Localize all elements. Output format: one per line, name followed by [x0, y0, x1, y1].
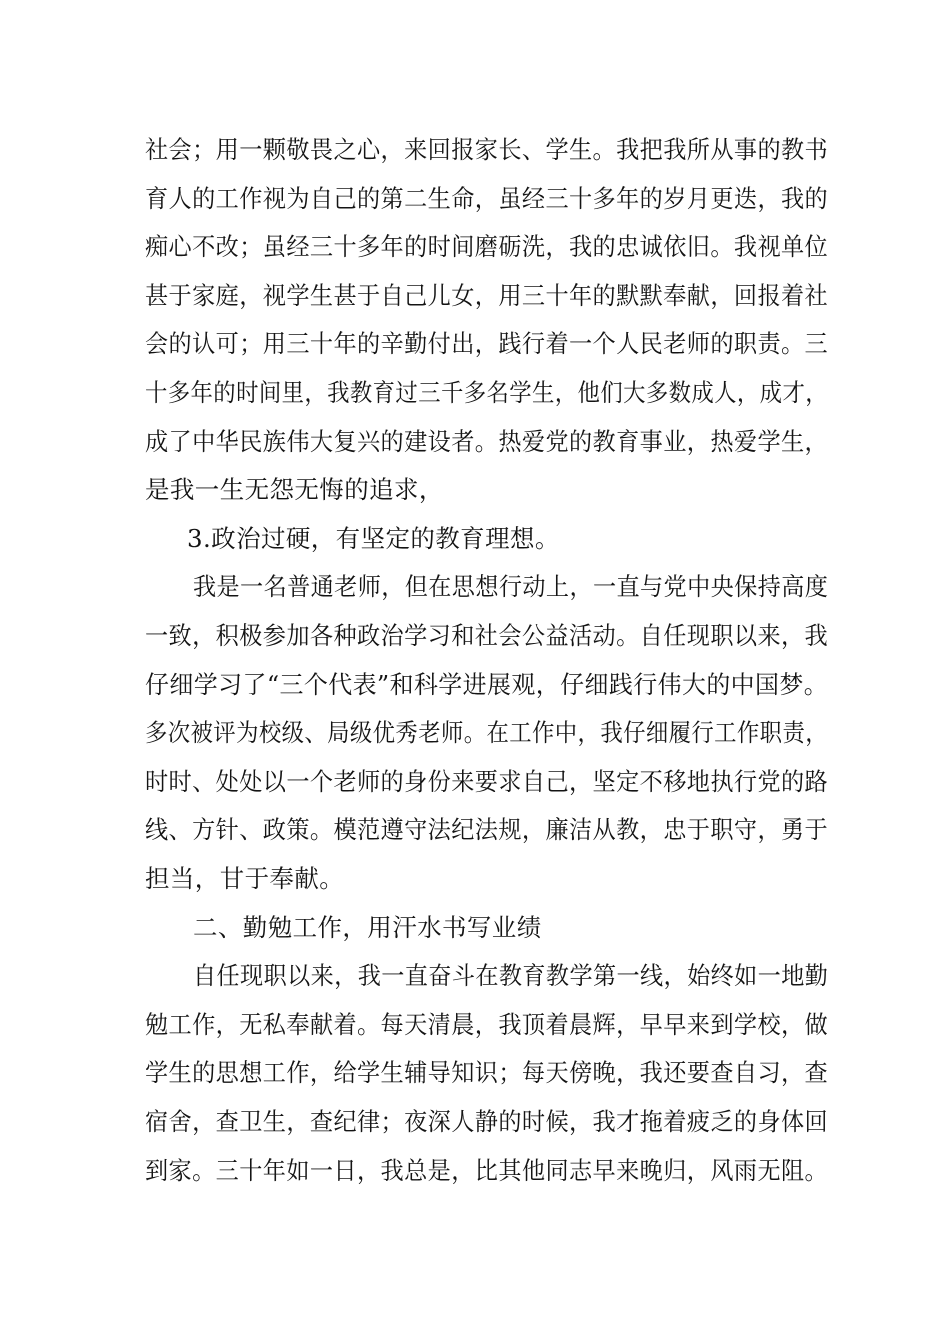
paragraph-line: 成了中华民族伟大复兴的建设者。热爱党的教育事业，热爱学生， — [145, 427, 829, 456]
section-heading: 3.政治过硬，有坚定的教育理想。 — [187, 524, 560, 553]
paragraph-line: 到家。三十年如一日，我总是，比其他同志早来晚归，风雨无阻。 — [145, 1156, 829, 1185]
paragraph-line: 会的认可；用三十年的辛勤付出，践行着一个人民老师的职责。三 — [145, 329, 829, 358]
paragraph-line: 痴心不改；虽经三十多年的时间磨砺洗，我的忠诚依旧。我视单位 — [145, 232, 829, 261]
paragraph-line: 一致，积极参加各种政治学习和社会公益活动。自任现职以来，我 — [145, 621, 829, 650]
paragraph-line: 仔细学习了“三个代表”和科学进展观，仔细践行伟大的中国梦。 — [145, 670, 829, 699]
paragraph-line: 我是一名普通老师，但在思想行动上，一直与党中央保持高度 — [193, 572, 829, 601]
section-heading: 二、勤勉工作，用汗水书写业绩 — [193, 913, 542, 942]
paragraph-line: 甚于家庭，视学生甚于自己儿女，用三十年的默默奉献，回报着社 — [145, 281, 829, 310]
paragraph-line: 是我一生无怨无悔的追求， — [145, 475, 444, 504]
paragraph-line: 担当，甘于奉献。 — [145, 864, 345, 893]
paragraph-line: 宿舍，查卫生，查纪律；夜深人静的时候，我才拖着疲乏的身体回 — [145, 1107, 829, 1136]
paragraph-line: 多次被评为校级、局级优秀老师。在工作中，我仔细履行工作职责， — [145, 718, 828, 747]
paragraph-line: 线、方针、政策。模范遵守法纪法规，廉洁从教，忠于职守，勇于 — [145, 815, 829, 844]
paragraph-line: 十多年的时间里，我教育过三千多名学生，他们大多数成人，成才， — [145, 378, 828, 407]
paragraph-line: 学生的思想工作，给学生辅导知识；每天傍晚，我还要查自习，查 — [145, 1058, 829, 1087]
paragraph-line: 勉工作，无私奉献着。每天清晨，我顶着晨辉，早早来到学校，做 — [145, 1010, 829, 1039]
paragraph-line: 时时、处处以一个老师的身份来要求自己，坚定不移地执行党的路 — [145, 767, 829, 796]
paragraph-line: 社会；用一颗敬畏之心，来回报家长、学生。我把我所从事的教书 — [145, 135, 829, 164]
paragraph-line: 育人的工作视为自己的第二生命，虽经三十多年的岁月更迭，我的 — [145, 184, 829, 213]
paragraph-line: 自任现职以来，我一直奋斗在教育教学第一线，始终如一地勤 — [193, 961, 829, 990]
